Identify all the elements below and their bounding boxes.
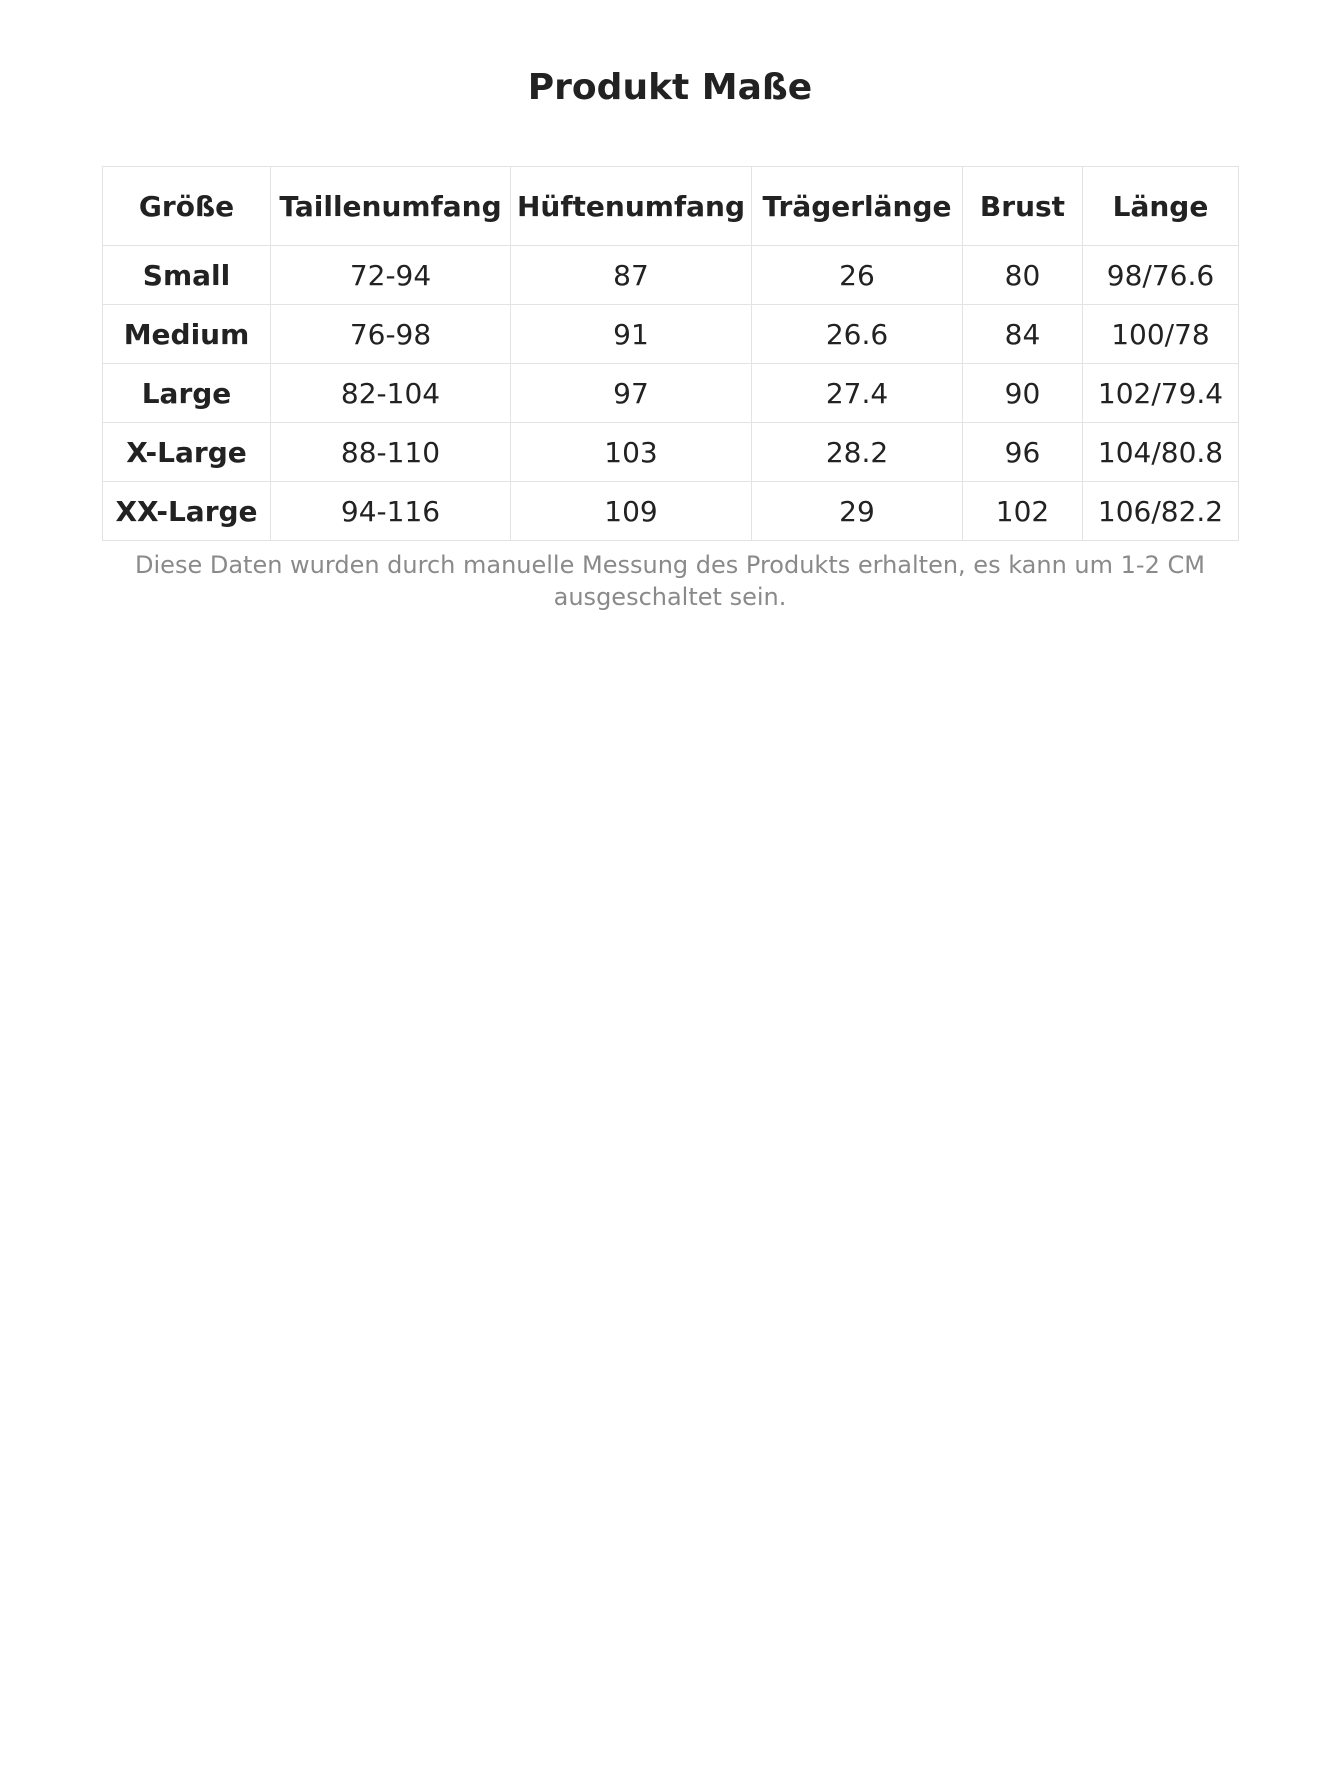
strap-length-cell: 27.4 xyxy=(752,364,963,423)
table-row xyxy=(103,423,1239,482)
size-label: Small xyxy=(103,246,271,305)
strap-length-cell: 26 xyxy=(752,246,963,305)
size-label: XX-Large xyxy=(103,482,271,541)
hip-cell: 91 xyxy=(511,305,752,364)
table-row xyxy=(103,482,1239,541)
bust-cell: 90 xyxy=(963,364,1083,423)
strap-length-cell: 26.6 xyxy=(752,305,963,364)
hip-cell: 109 xyxy=(511,482,752,541)
waist-cell: 82-104 xyxy=(271,364,511,423)
measurement-note: Diese Daten wurden durch manuelle Messung des Produkts erhalten, es kann um 1-2 CM ausgeschaltet sein. xyxy=(135,551,1205,611)
table-row xyxy=(103,305,1239,364)
bust-cell: 96 xyxy=(963,423,1083,482)
strap-length-cell: 28.2 xyxy=(752,423,963,482)
column-header-waist: Taillenumfang xyxy=(271,167,511,246)
column-header-size: Größe xyxy=(103,167,271,246)
length-cell: 106/82.2 xyxy=(1083,482,1239,541)
column-header-bust: Brust xyxy=(963,167,1083,246)
column-header-strap-length: Trägerlänge xyxy=(752,167,963,246)
hip-cell: 97 xyxy=(511,364,752,423)
hip-cell: 87 xyxy=(511,246,752,305)
length-cell: 104/80.8 xyxy=(1083,423,1239,482)
size-label: X-Large xyxy=(103,423,271,482)
table-header-row xyxy=(103,167,1239,246)
bust-cell: 84 xyxy=(963,305,1083,364)
waist-cell: 76-98 xyxy=(271,305,511,364)
length-cell: 102/79.4 xyxy=(1083,364,1239,423)
length-cell: 100/78 xyxy=(1083,305,1239,364)
waist-cell: 88-110 xyxy=(271,423,511,482)
size-label: Large xyxy=(103,364,271,423)
length-cell: 98/76.6 xyxy=(1083,246,1239,305)
size-table xyxy=(102,166,1239,541)
page-title: Produkt Maße xyxy=(527,67,813,108)
bust-cell: 102 xyxy=(963,482,1083,541)
bust-cell: 80 xyxy=(963,246,1083,305)
column-header-length: Länge xyxy=(1083,167,1239,246)
waist-cell: 94-116 xyxy=(271,482,511,541)
table-row xyxy=(103,364,1239,423)
hip-cell: 103 xyxy=(511,423,752,482)
column-header-hip: Hüftenumfang xyxy=(511,167,752,246)
size-label: Medium xyxy=(103,305,271,364)
waist-cell: 72-94 xyxy=(271,246,511,305)
strap-length-cell: 29 xyxy=(752,482,963,541)
table-row xyxy=(103,246,1239,305)
